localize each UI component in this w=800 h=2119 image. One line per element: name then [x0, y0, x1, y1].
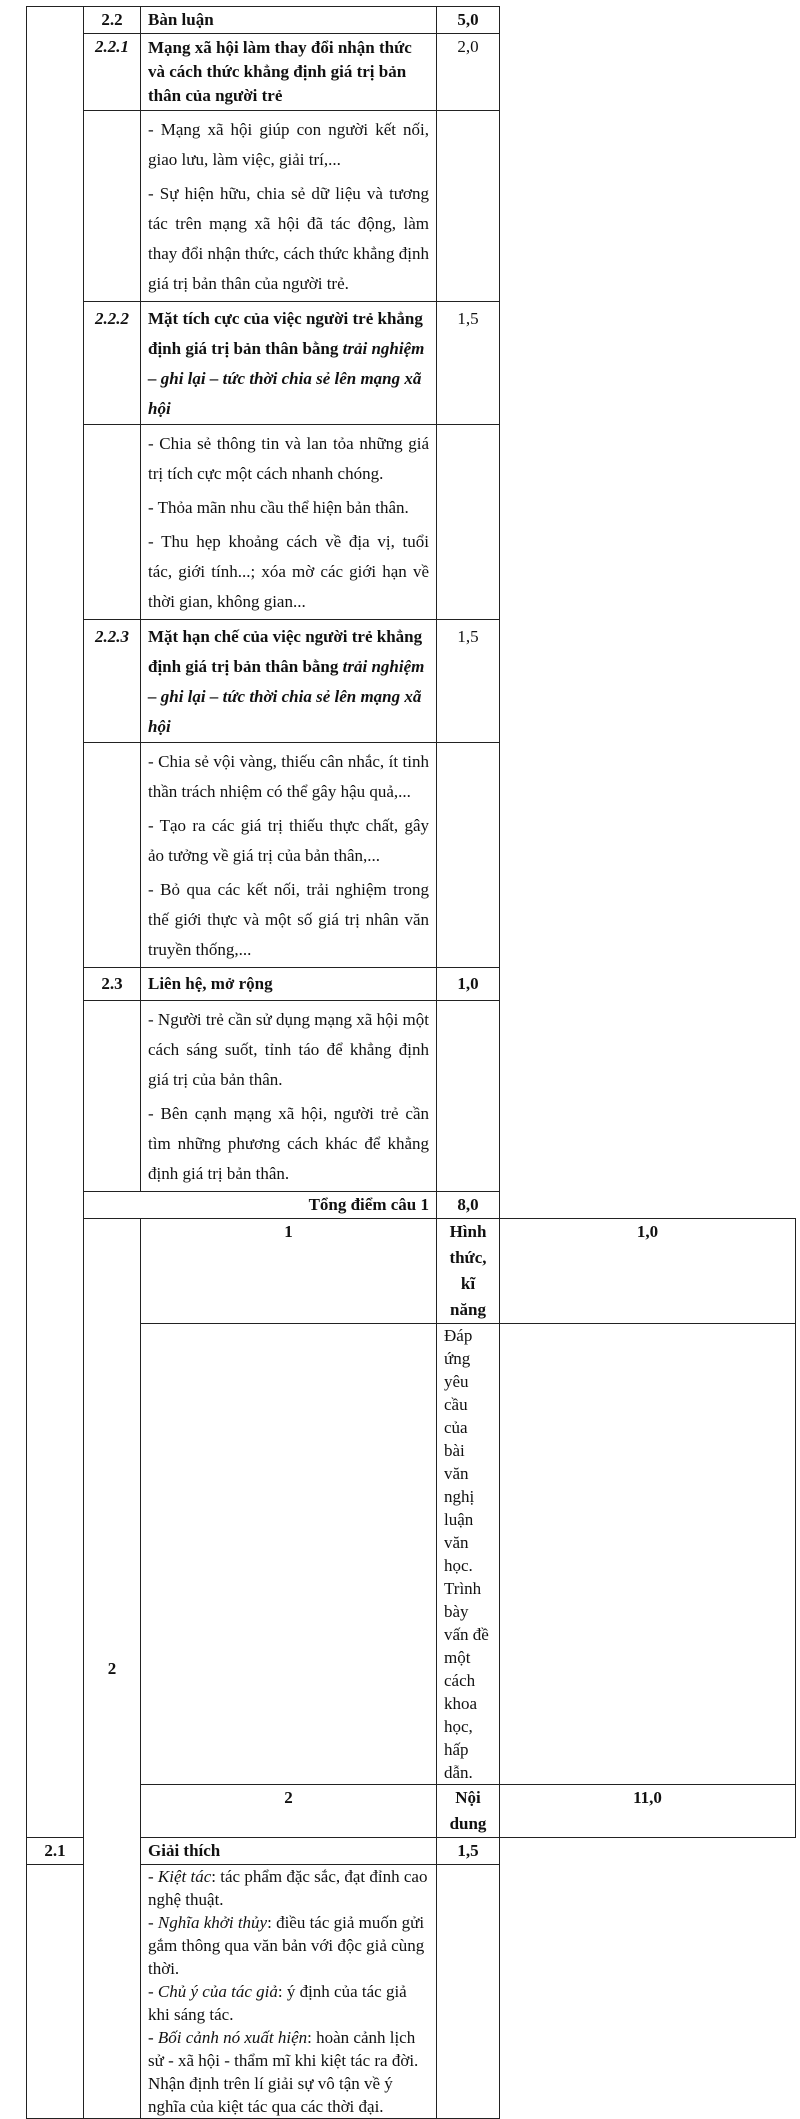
item-number: 2.2: [84, 7, 141, 34]
definition: - Nghĩa khởi thủy: điều tác giả muốn gửi gắm thông qua văn bản với độc giả cùng thời.: [148, 1913, 425, 1978]
definition: - Bối cảnh nó xuất hiện: hoàn cảnh lịch sử - xã hội - thẩm mĩ khi kiệt tác ra đời.: [148, 2028, 419, 2070]
item-content: [437, 1324, 500, 1785]
item-points: 1,5: [437, 302, 500, 425]
table-row: [27, 111, 796, 302]
item-number: 2.2.1: [84, 34, 141, 111]
bullet: - Mạng xã hội giúp con người kết nối, giao lưu, làm việc, giải trí,...: [148, 120, 429, 169]
item-points: 1,0: [437, 968, 500, 1001]
table-row: [27, 1001, 796, 1192]
table-row: [27, 1785, 796, 1838]
grading-table: [26, 6, 796, 2119]
bullet: - Thu hẹp khoảng cách về địa vị, tuổi tác, giới tính...; xóa mờ các giới hạn về thời gian, không gian...: [148, 532, 429, 611]
item-points: 1,5: [437, 1838, 500, 1865]
item-title: Mạng xã hội làm thay đổi nhận thức và cách thức khẳng định giá trị bản thân của người trẻ: [141, 34, 437, 111]
question-number: 2: [84, 1219, 141, 2119]
item-points: 1,0: [500, 1219, 796, 1324]
item-points: 1,5: [437, 620, 500, 743]
table-row: [27, 1324, 796, 1785]
item-number: 2.2.3: [84, 620, 141, 743]
item-number: 2: [141, 1785, 437, 1838]
definition: - Kiệt tác: tác phẩm đặc sắc, đạt đỉnh cao nghệ thuật.: [148, 1867, 428, 1909]
definition: - Chủ ý của tác giả: ý định của tác giả khi sáng tác.: [148, 1982, 407, 2024]
table-row: [27, 1838, 796, 1865]
item-content: [141, 743, 437, 968]
item-content: [141, 425, 437, 620]
table-row: [27, 7, 796, 34]
bullet: Nhận định trên lí giải sự vô tận về ý nghĩa của kiệt tác qua các thời đại.: [148, 2074, 393, 2116]
table-row: [27, 302, 796, 425]
item-number: 2.2.2: [84, 302, 141, 425]
question-1-cell: [27, 7, 84, 1838]
table-row: [27, 1865, 796, 2119]
table-row: [27, 1219, 796, 1324]
bullet: - Bên cạnh mạng xã hội, người trẻ cần tìm những phương cách khác để khẳng định giá trị bản thân.: [148, 1104, 429, 1183]
bullet: - Sự hiện hữu, chia sẻ dữ liệu và tương tác trên mạng xã hội đã tác động, làm thay đổi nhận thức, cách thức khẳng định giá trị bản thân của người trẻ.: [148, 184, 429, 293]
item-title: Hình thức, kĩ năng: [437, 1219, 500, 1324]
item-content: [141, 111, 437, 302]
total-points: 8,0: [437, 1192, 500, 1219]
table-row: [27, 743, 796, 968]
table-row: [27, 620, 796, 743]
item-number: 2.3: [84, 968, 141, 1001]
item-number: 1: [141, 1219, 437, 1324]
table-row: [27, 34, 796, 111]
table-row: [27, 425, 796, 620]
bullet: - Người trẻ cần sử dụng mạng xã hội một cách sáng suốt, tỉnh táo để khẳng định giá trị của bản thân.: [148, 1010, 429, 1089]
table-row: [27, 968, 796, 1001]
item-content: [141, 1865, 437, 2119]
item-title: Mặt tích cực của việc người trẻ khẳng định giá trị bản thân bằng trải nghiệm – ghi lại – tức thời chia sẻ lên mạng xã hội: [141, 302, 437, 425]
bullet: - Thỏa mãn nhu cầu thể hiện bản thân.: [148, 498, 409, 517]
bullet: Trình bày vấn đề một cách khoa học, hấp dẫn.: [444, 1579, 489, 1782]
bullet: - Tạo ra các giá trị thiếu thực chất, gây ảo tưởng về giá trị của bản thân,...: [148, 816, 429, 865]
bullet: - Chia sẻ vội vàng, thiếu cân nhắc, ít tinh thần trách nhiệm có thể gây hậu quả,...: [148, 752, 429, 801]
item-title: Nội dung: [437, 1785, 500, 1838]
bullet: - Chia sẻ thông tin và lan tỏa những giá trị tích cực một cách nhanh chóng.: [148, 434, 429, 483]
item-points: 2,0: [437, 34, 500, 111]
bullet: - Bỏ qua các kết nối, trải nghiệm trong thế giới thực và một số giá trị nhân văn truyền thống,...: [148, 880, 429, 959]
item-number: 2.1: [27, 1838, 84, 1865]
item-title: Mặt hạn chế của việc người trẻ khẳng định giá trị bản thân bằng trải nghiệm – ghi lại – tức thời chia sẻ lên mạng xã hội: [141, 620, 437, 743]
item-points: 11,0: [500, 1785, 796, 1838]
total-label: Tổng điểm câu 1: [141, 1192, 437, 1219]
item-title: Liên hệ, mở rộng: [141, 968, 437, 1001]
item-content: [141, 1001, 437, 1192]
item-title: Giải thích: [141, 1838, 437, 1865]
bullet: Đáp ứng yêu cầu của bài văn nghị luận văn học.: [444, 1326, 475, 1575]
item-points: 5,0: [437, 7, 500, 34]
table-row: [27, 1192, 796, 1219]
item-title: Bàn luận: [141, 7, 437, 34]
